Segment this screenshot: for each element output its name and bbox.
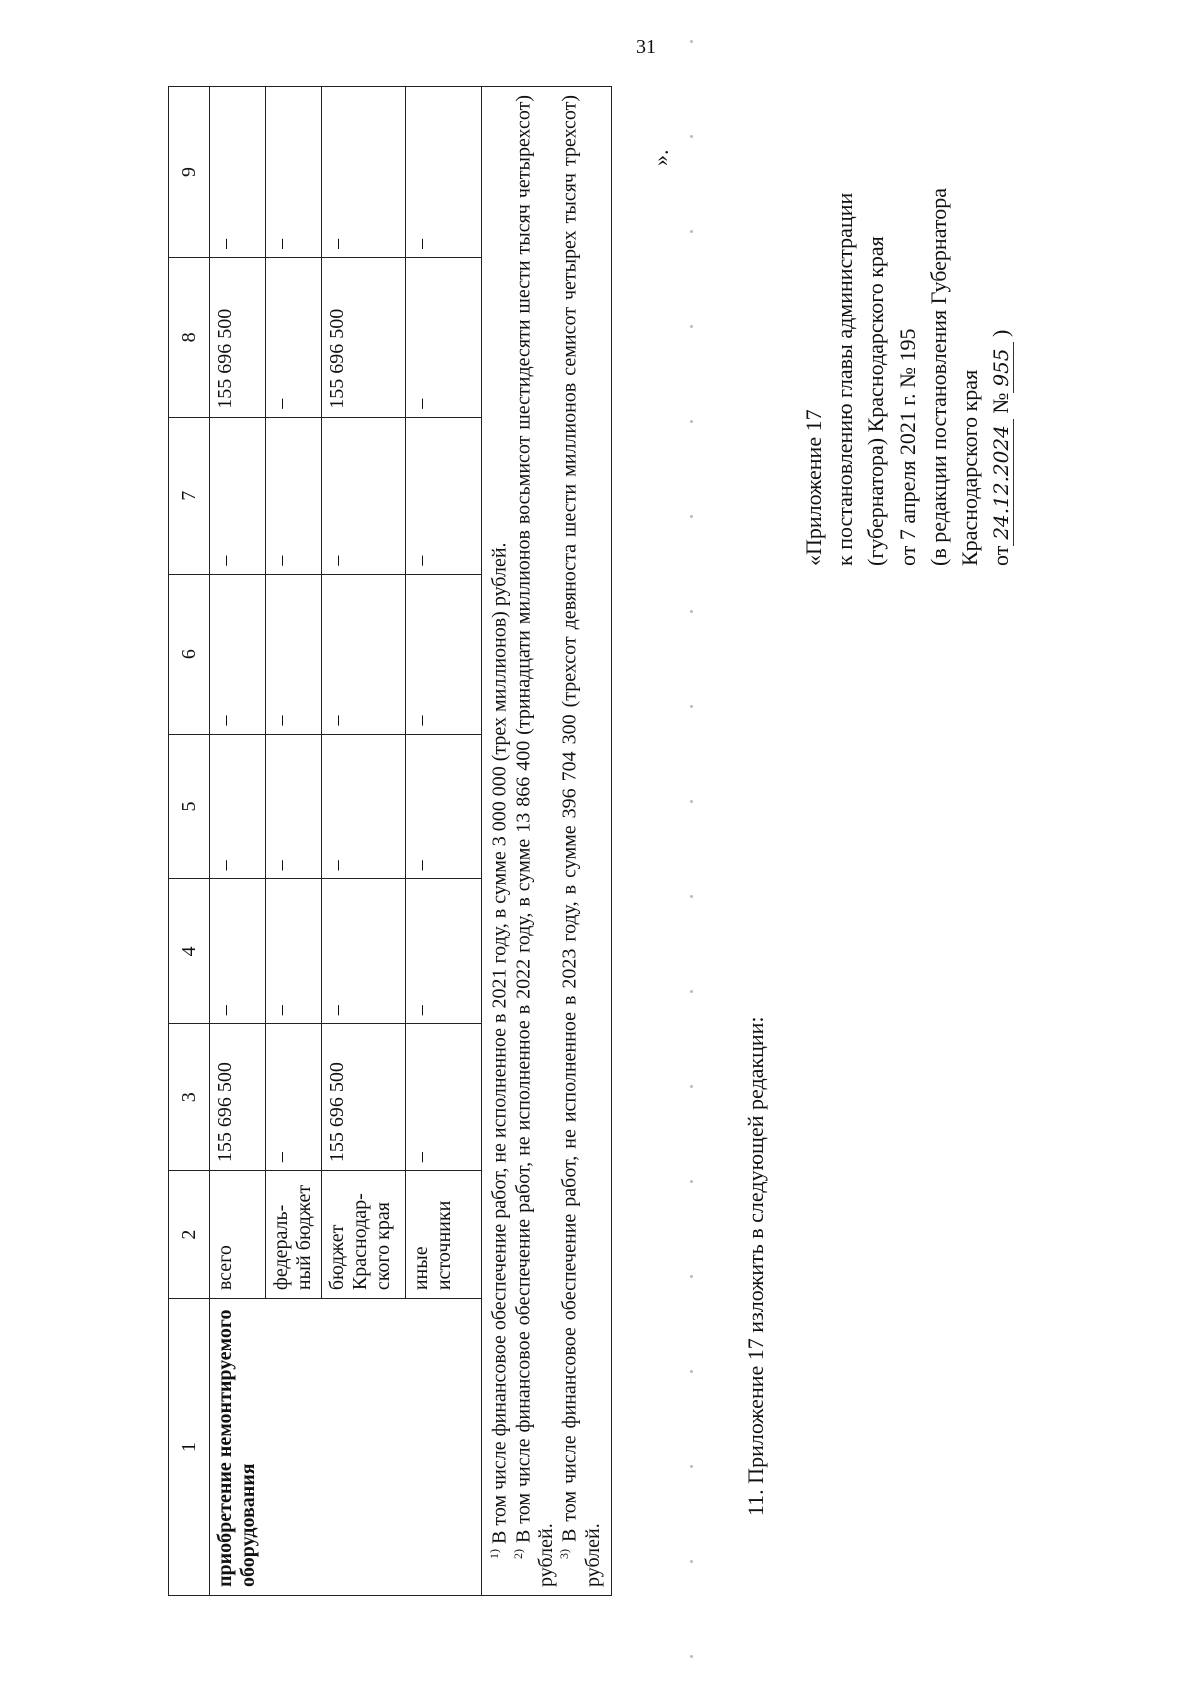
value-cell: – bbox=[266, 257, 322, 417]
value-cell: – bbox=[406, 879, 482, 1024]
col-header: 6 bbox=[169, 574, 210, 734]
value-cell: 155 696 500 bbox=[210, 257, 266, 417]
col-header: 2 bbox=[169, 1171, 210, 1299]
footnote-text: В том числе финансовое обеспечение работ, не исполненное в 2022 году, в сумме 13 866 400 (тринадцати миллионов восьмисот шестидесяти шести тысяч четырехсот) рублей. bbox=[512, 95, 558, 1587]
value-cell: – bbox=[322, 879, 406, 1024]
footnote-3 bbox=[558, 95, 605, 1587]
value-cell: 155 696 500 bbox=[210, 1024, 266, 1171]
value-cell: – bbox=[210, 417, 266, 574]
value-cell: – bbox=[266, 417, 322, 574]
value-cell: – bbox=[406, 1024, 482, 1171]
footnote-text: В том числе финансовое обеспечение работ, не исполненное в 2021 году, в сумме 3 000 000 (трех миллионов) рублей. bbox=[488, 542, 511, 1544]
value-cell: – bbox=[266, 879, 322, 1024]
footnote-1 bbox=[488, 95, 512, 1587]
appendix-header bbox=[798, 46, 1017, 566]
col-header: 3 bbox=[169, 1024, 210, 1171]
number-prefix: № bbox=[988, 392, 1014, 414]
appendix-line: к постановлению главы администрации bbox=[832, 192, 858, 566]
source-cell: всего bbox=[210, 1171, 266, 1299]
footnote-2 bbox=[512, 95, 559, 1587]
value-cell: – bbox=[406, 574, 482, 734]
instruction-paragraph: 11. Приложение 17 изложить в следующей редакции: bbox=[743, 1016, 768, 1516]
value-cell: – bbox=[322, 87, 406, 258]
budget-table bbox=[168, 86, 612, 1596]
value-cell: – bbox=[406, 417, 482, 574]
value-cell: – bbox=[210, 734, 266, 879]
appendix-date-line bbox=[985, 46, 1016, 566]
col-header: 9 bbox=[169, 87, 210, 258]
col-header: 8 bbox=[169, 257, 210, 417]
value-cell: – bbox=[266, 87, 322, 258]
value-cell: – bbox=[322, 417, 406, 574]
appendix-line: от 7 апреля 2021 г. № 195 bbox=[894, 328, 920, 566]
table-header-row bbox=[169, 87, 210, 1596]
appendix-line: (губернатора) Краснодарского края bbox=[863, 236, 889, 566]
value-cell: – bbox=[266, 734, 322, 879]
footnote-mark: 3) bbox=[557, 1549, 572, 1559]
closing-paren: ) bbox=[988, 329, 1014, 337]
footnote-mark: 2) bbox=[510, 1549, 525, 1559]
col-header: 5 bbox=[169, 734, 210, 879]
page-number: 31 bbox=[636, 36, 656, 58]
footnote-text: В том числе финансовое обеспечение работ, не исполненное в 2023 году, в сумме 396 704 300 (трехсот девяноста шести миллионов семисот четырех тысяч трехсот) рублей. bbox=[558, 94, 604, 1587]
value-cell: – bbox=[406, 734, 482, 879]
appendix-line: «Приложение 17 bbox=[801, 409, 826, 566]
source-cell: иные источники bbox=[406, 1171, 482, 1299]
col-header: 4 bbox=[169, 879, 210, 1024]
value-cell: – bbox=[266, 1024, 322, 1171]
rotated-content bbox=[168, 96, 1068, 1596]
value-cell: – bbox=[210, 87, 266, 258]
col-header: 7 bbox=[169, 417, 210, 574]
table-row bbox=[210, 87, 266, 1596]
scan-dot bbox=[690, 40, 693, 43]
handwritten-date: 24.12.2024 bbox=[989, 419, 1014, 546]
appendix-line: (в редакции постановления Губернатора bbox=[925, 188, 951, 566]
footnotes-cell bbox=[482, 87, 612, 1596]
date-prefix: от bbox=[988, 545, 1014, 566]
value-cell: – bbox=[322, 734, 406, 879]
appendix-line: Краснодарского края bbox=[957, 369, 983, 566]
footnotes-row bbox=[482, 87, 612, 1596]
scan-dot bbox=[690, 1655, 693, 1658]
handwritten-number: 955 bbox=[989, 342, 1014, 392]
value-cell: 155 696 500 bbox=[322, 257, 406, 417]
value-cell: 155 696 500 bbox=[322, 1024, 406, 1171]
value-cell: – bbox=[210, 574, 266, 734]
value-cell: – bbox=[210, 879, 266, 1024]
closing-quote: ». bbox=[648, 149, 673, 166]
value-cell: – bbox=[266, 574, 322, 734]
value-cell: – bbox=[406, 87, 482, 258]
value-cell: – bbox=[322, 574, 406, 734]
col-header: 1 bbox=[169, 1299, 210, 1596]
item-name-cell: приобретение немонтируемого оборудования bbox=[210, 1299, 482, 1596]
source-cell: федераль-ный бюджет bbox=[266, 1171, 322, 1299]
value-cell: – bbox=[406, 257, 482, 417]
source-cell: бюджет Краснодар-ского края bbox=[322, 1171, 406, 1299]
footnote-mark: 1) bbox=[487, 1549, 501, 1559]
